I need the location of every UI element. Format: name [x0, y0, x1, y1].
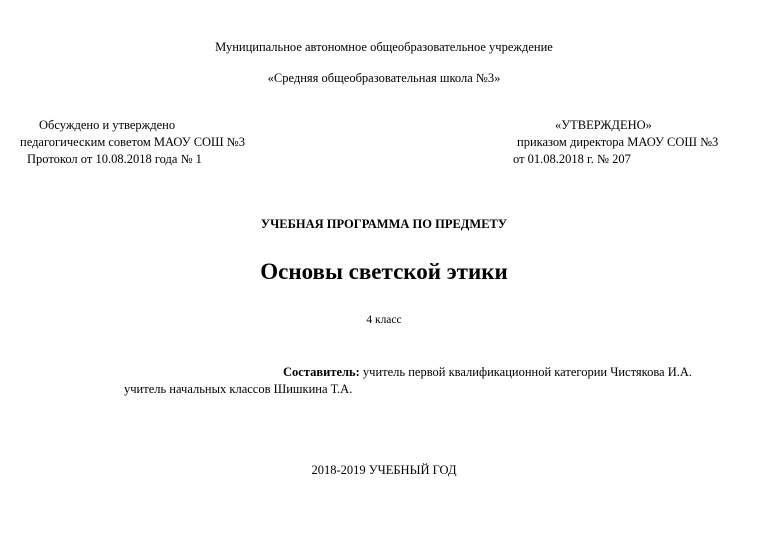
approval-right-date: от 01.08.2018 г. № 207	[513, 152, 631, 166]
approval-left-title: Обсуждено и утверждено	[39, 118, 176, 132]
approval-left-council: педагогическим советом МАОУ СОШ №3	[20, 135, 245, 149]
compiler-name-1: учитель первой квалификационной категории Чистякова И.А.	[359, 365, 693, 379]
approval-left-protocol: Протокол от 10.08.2018 года № 1	[27, 152, 202, 166]
compiler-line-2: учитель начальных классов Шишкина Т.А.	[124, 382, 353, 396]
approval-right-title: «УТВЕРЖДЕНО»	[555, 118, 652, 132]
approval-right-order: приказом директора МАОУ СОШ №3	[517, 135, 719, 149]
program-heading: УЧЕБНАЯ ПРОГРАММА ПО ПРЕДМЕТУ	[260, 217, 508, 231]
subject-title: Основы светской этики	[260, 259, 508, 284]
school-name: «Средняя общеобразовательная школа №3»	[267, 71, 501, 85]
compiler-line-1	[283, 366, 692, 379]
grade-label: 4 класс	[366, 314, 402, 326]
school-year: 2018-2019 УЧЕБНЫЙ ГОД	[311, 463, 457, 477]
compiler-label: Составитель:	[283, 365, 360, 379]
institution-type: Муниципальное автономное общеобразовательное учреждение	[215, 40, 553, 54]
